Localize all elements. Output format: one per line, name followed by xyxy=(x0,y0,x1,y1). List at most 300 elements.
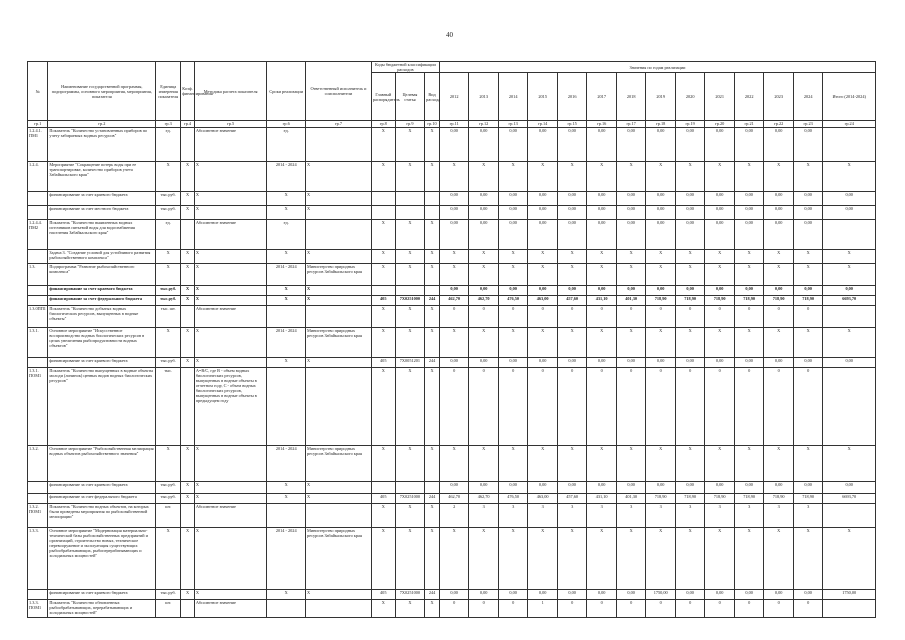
table-cell: X xyxy=(181,358,195,368)
table-cell: Министерство природных ресурсов Забайкальского края xyxy=(306,328,372,358)
table-cell: 718,90 xyxy=(793,494,823,504)
table-row xyxy=(28,206,876,220)
table-cell: X xyxy=(528,528,558,590)
table-cell: X xyxy=(734,264,764,286)
table-cell: 0 xyxy=(705,600,735,618)
table-cell: 0,00 xyxy=(705,206,735,220)
table-cell: 0,00 xyxy=(528,206,558,220)
header-years-group: Значения по годам реализации xyxy=(439,62,875,73)
table-cell: X xyxy=(267,358,306,368)
table-cell: 0 xyxy=(557,306,587,328)
table-cell: X xyxy=(587,162,617,192)
table-cell: X xyxy=(734,162,764,192)
table-cell: X xyxy=(498,250,528,264)
table-cell: X xyxy=(181,446,195,482)
table-cell: X xyxy=(498,162,528,192)
header-coef: Коэф. финансирования xyxy=(181,62,195,121)
table-cell: X xyxy=(646,264,676,286)
column-number: гр.6 xyxy=(267,121,306,128)
table-cell: X xyxy=(764,162,794,192)
table-cell: X xyxy=(371,446,395,482)
table-cell: X xyxy=(267,494,306,504)
table-cell: Абсолютное значение xyxy=(194,128,267,162)
table-cell: тыс.руб. xyxy=(156,206,181,220)
table-cell: финансирование за счет краевого бюджета xyxy=(48,192,156,206)
table-cell: 0,00 xyxy=(439,220,469,250)
column-number: гр.22 xyxy=(764,121,794,128)
table-cell: 0,00 xyxy=(705,220,735,250)
table-cell: 3 xyxy=(557,504,587,528)
table-cell: 718,90 xyxy=(764,296,794,306)
table-cell: X xyxy=(528,264,558,286)
table-cell: 0,00 xyxy=(557,128,587,162)
table-cell xyxy=(395,286,425,296)
table-cell: Абсолютное значение xyxy=(194,306,267,328)
table-cell: 0,00 xyxy=(734,286,764,296)
table-cell: X xyxy=(371,600,395,618)
table-cell: X xyxy=(194,358,267,368)
table-cell: X xyxy=(156,162,181,192)
table-cell: X xyxy=(371,504,395,528)
table-cell: 3 xyxy=(793,504,823,528)
table-cell: 244 xyxy=(425,590,440,600)
table-cell: Показатель "Количество добытых водных биологических ресурсов, выпущенных в водные объекты" xyxy=(48,306,156,328)
table-cell xyxy=(28,206,48,220)
table-row xyxy=(28,220,876,250)
table-cell xyxy=(823,600,876,618)
table-cell: 1.3.1. ПОМ1 xyxy=(28,368,48,446)
table-cell: 0,00 xyxy=(793,286,823,296)
table-header xyxy=(28,62,876,121)
column-number: гр.7 xyxy=(306,121,372,128)
table-cell: 2 xyxy=(439,504,469,528)
table-cell xyxy=(181,504,195,528)
table-cell: 0,00 xyxy=(764,482,794,494)
table-cell xyxy=(181,306,195,328)
table-cell: 1750,00 xyxy=(823,590,876,600)
table-cell: финансирование за счет краевого бюджета xyxy=(48,482,156,494)
table-cell: 0,00 xyxy=(528,286,558,296)
table-cell xyxy=(425,286,440,296)
table-cell xyxy=(425,482,440,494)
table-cell: X xyxy=(267,482,306,494)
table-cell: X xyxy=(557,264,587,286)
table-cell: 0,00 xyxy=(498,220,528,250)
header-year-3: 2015 xyxy=(528,73,558,121)
table-cell xyxy=(371,286,395,296)
table-body xyxy=(28,121,876,618)
table-cell: X xyxy=(498,264,528,286)
table-cell: 0,00 xyxy=(616,358,646,368)
table-row xyxy=(28,446,876,482)
table-cell: X xyxy=(823,162,876,192)
table-cell: X xyxy=(395,328,425,358)
table-cell xyxy=(28,286,48,296)
table-cell: 0,00 xyxy=(705,358,735,368)
table-cell: 0 xyxy=(764,368,794,446)
table-cell xyxy=(181,220,195,250)
table-cell: 0 xyxy=(646,600,676,618)
table-cell: Абсолютное значение xyxy=(194,220,267,250)
table-cell xyxy=(181,368,195,446)
table-cell: 0,00 xyxy=(793,358,823,368)
table-cell: 0,00 xyxy=(646,286,676,296)
column-number: гр.14 xyxy=(528,121,558,128)
table-cell: Подпрограмма "Развитие рыбохозяйственного комплекса" xyxy=(48,264,156,286)
table-cell: Показатель "Количество выпущенных в водные объекты молоди (личинок) ценных видов водных биологических ресурсов" xyxy=(48,368,156,446)
table-cell: X xyxy=(267,590,306,600)
header-year-6: 2018 xyxy=(616,73,646,121)
table-cell: X xyxy=(498,328,528,358)
table-cell: 0,00 xyxy=(823,192,876,206)
table-cell: 2014 - 2024 xyxy=(267,528,306,590)
table-cell: 0,00 xyxy=(764,358,794,368)
table-cell: X xyxy=(425,162,440,192)
table-cell: X xyxy=(823,264,876,286)
table-cell: 0 xyxy=(764,600,794,618)
table-cell: X xyxy=(557,328,587,358)
table-cell: 0,00 xyxy=(528,590,558,600)
table-cell: X xyxy=(395,528,425,590)
table-cell: 0,00 xyxy=(764,590,794,600)
table-cell: 0 xyxy=(469,306,499,328)
table-cell: Основное мероприятие "Рыбохозяйственная мелиорация водных объектов рыбохозяйственного значения" xyxy=(48,446,156,482)
table-cell: X xyxy=(181,296,195,306)
table-cell: 0,00 xyxy=(793,206,823,220)
table-cell xyxy=(306,128,372,162)
column-number: гр.24 xyxy=(823,121,876,128)
table-cell: 0,00 xyxy=(587,206,617,220)
header-period: Сроки реализации xyxy=(267,62,306,121)
header-responsible: Ответственный исполнитель и соисполнители xyxy=(306,62,372,121)
column-number: гр.12 xyxy=(469,121,499,128)
table-cell: 3 xyxy=(528,504,558,528)
table-cell: 0 xyxy=(439,368,469,446)
table-cell: X xyxy=(793,162,823,192)
header-year-9: 2021 xyxy=(705,73,735,121)
table-cell xyxy=(28,192,48,206)
table-cell: X xyxy=(793,250,823,264)
header-year-10: 2022 xyxy=(734,73,764,121)
table-cell: Основное мероприятие "Модернизация материально-технической базы рыбохозяйственных предприятий и организаций, строительство новых, техническое перевооружение и эксплуатация существующих рыбообрабатывающих, рыбоперерабатывающих и холодильных мощностей" xyxy=(48,528,156,590)
column-number: гр.3 xyxy=(156,121,181,128)
table-cell: 0 xyxy=(498,306,528,328)
table-cell: 3 xyxy=(616,504,646,528)
table-cell: 0,00 xyxy=(498,206,528,220)
table-cell: 0 xyxy=(498,600,528,618)
table-cell: X xyxy=(194,494,267,504)
table-cell: 0 xyxy=(557,600,587,618)
table-cell: 0 xyxy=(793,368,823,446)
table-cell: 0,00 xyxy=(793,192,823,206)
table-cell: X xyxy=(267,206,306,220)
column-number: гр.4 xyxy=(181,121,195,128)
column-number: гр.17 xyxy=(616,121,646,128)
table-cell: 0,00 xyxy=(646,192,676,206)
table-cell: 0,00 xyxy=(764,220,794,250)
table-cell: 0,00 xyxy=(646,220,676,250)
table-cell: X xyxy=(395,306,425,328)
table-cell: X xyxy=(587,250,617,264)
table-cell: X xyxy=(439,528,469,590)
table-cell: 0,00 xyxy=(675,220,705,250)
table-cell: 0 xyxy=(469,600,499,618)
table-cell: X xyxy=(705,446,735,482)
table-cell: 0,00 xyxy=(734,206,764,220)
table-cell: X xyxy=(823,446,876,482)
table-cell: 476,50 xyxy=(498,296,528,306)
table-cell: X xyxy=(557,528,587,590)
table-cell: X xyxy=(675,328,705,358)
table-cell: 405 xyxy=(371,494,395,504)
table-cell: X xyxy=(439,446,469,482)
table-cell: 463,00 xyxy=(528,296,558,306)
table-cell: 0,00 xyxy=(734,192,764,206)
table-cell: 0,00 xyxy=(587,482,617,494)
table-cell: 7X0051201 xyxy=(395,358,425,368)
table-cell: 0,00 xyxy=(675,192,705,206)
table-cell: 405 xyxy=(371,296,395,306)
table-cell: X xyxy=(793,446,823,482)
table-cell: X xyxy=(425,328,440,358)
table-row xyxy=(28,250,876,264)
table-cell: X xyxy=(156,528,181,590)
table-cell xyxy=(306,600,372,618)
table-cell: X xyxy=(675,250,705,264)
table-cell: 0,00 xyxy=(675,358,705,368)
table-cell: X xyxy=(469,446,499,482)
table-cell: X xyxy=(181,192,195,206)
table-cell: 1750,00 xyxy=(646,590,676,600)
table-cell: 0 xyxy=(675,368,705,446)
table-cell: X xyxy=(395,600,425,618)
column-number: гр.20 xyxy=(705,121,735,128)
table-cell: X xyxy=(306,482,372,494)
table-cell: 1.2.4.1. ПМ1 xyxy=(28,128,48,162)
header-year-4: 2016 xyxy=(557,73,587,121)
table-cell: 0,00 xyxy=(734,482,764,494)
table-cell: X xyxy=(646,328,676,358)
table-cell: X xyxy=(194,162,267,192)
table-cell xyxy=(823,306,876,328)
table-cell: 0,00 xyxy=(646,482,676,494)
table-cell: Показатель "Количество водных объектов, на которых были проведены мероприятия по рыбохозяйственной мелиорации" xyxy=(48,504,156,528)
table-cell: X xyxy=(194,590,267,600)
table-cell xyxy=(306,504,372,528)
table-cell: X xyxy=(425,504,440,528)
table-cell: X xyxy=(194,192,267,206)
table-cell: 244 xyxy=(425,494,440,504)
table-cell: шт. xyxy=(156,504,181,528)
table-cell: 0,00 xyxy=(734,358,764,368)
table-cell: 2014 - 2024 xyxy=(267,446,306,482)
table-cell: X xyxy=(764,250,794,264)
table-cell xyxy=(28,296,48,306)
table-cell: 0,00 xyxy=(616,482,646,494)
table-cell: 0,00 xyxy=(557,482,587,494)
table-cell: X xyxy=(194,286,267,296)
table-cell: 2014 - 2024 xyxy=(267,328,306,358)
table-cell: 0,00 xyxy=(528,220,558,250)
page-number: 40 xyxy=(446,31,453,39)
table-cell: 0,00 xyxy=(469,286,499,296)
header-year-7: 2019 xyxy=(646,73,676,121)
table-cell: 0 xyxy=(705,368,735,446)
table-cell xyxy=(28,358,48,368)
table-cell xyxy=(395,192,425,206)
table-cell: 718,90 xyxy=(705,494,735,504)
table-cell: 0,00 xyxy=(616,128,646,162)
program-table xyxy=(27,61,876,618)
table-cell: 0,00 xyxy=(793,482,823,494)
table-cell: A=B/C, где B - объем водных биологических ресурсов, выпущенных в водные объекты в отчетном году, C - объем водных биологических ресурсов, выпущенных в водные объекты в предыдущем году xyxy=(194,368,267,446)
table-cell: 1 xyxy=(528,600,558,618)
table-cell: X xyxy=(705,162,735,192)
table-cell: 0 xyxy=(734,306,764,328)
column-number: гр.10 xyxy=(425,121,440,128)
table-cell: 0 xyxy=(498,368,528,446)
table-cell xyxy=(823,128,876,162)
header-method: Методика расчета показателя xyxy=(194,62,267,121)
table-cell: 0,00 xyxy=(823,358,876,368)
table-cell xyxy=(425,206,440,220)
table-cell: X xyxy=(425,306,440,328)
table-cell: 718,90 xyxy=(646,494,676,504)
table-cell xyxy=(28,590,48,600)
column-number: гр.11 xyxy=(439,121,469,128)
table-cell: 0,00 xyxy=(675,128,705,162)
table-cell: 0 xyxy=(528,306,558,328)
table-cell: 718,90 xyxy=(734,494,764,504)
table-cell: 0,00 xyxy=(528,192,558,206)
header-year-2: 2014 xyxy=(498,73,528,121)
table-cell: финансирование за счет местного бюджета xyxy=(48,206,156,220)
table-cell: 0 xyxy=(557,368,587,446)
table-cell: X xyxy=(395,220,425,250)
table-cell: 718,90 xyxy=(764,494,794,504)
table-cell: X xyxy=(156,446,181,482)
table-cell: 0,00 xyxy=(469,192,499,206)
table-cell: X xyxy=(557,250,587,264)
table-cell: X xyxy=(793,264,823,286)
table-cell: X xyxy=(306,296,372,306)
table-cell: X xyxy=(557,446,587,482)
table-cell: финансирование за счет краевого бюджета xyxy=(48,590,156,600)
table-cell: X xyxy=(371,306,395,328)
table-cell: X xyxy=(587,328,617,358)
table-cell: X xyxy=(181,206,195,220)
column-number: гр.8 xyxy=(371,121,395,128)
table-cell: 0 xyxy=(439,600,469,618)
table-cell: X xyxy=(425,128,440,162)
header-year-5: 2017 xyxy=(587,73,617,121)
table-cell: X xyxy=(793,528,823,590)
table-cell: 462,70 xyxy=(469,494,499,504)
table-cell: 401,30 xyxy=(616,296,646,306)
table-cell: X xyxy=(395,504,425,528)
table-cell: 718,90 xyxy=(646,296,676,306)
table-cell xyxy=(181,600,195,618)
table-cell: X xyxy=(371,528,395,590)
table-cell: Задача 3. "Создание условий для устойчивого развития рыбохозяйственного комплекса" xyxy=(48,250,156,264)
table-cell: 0,00 xyxy=(557,220,587,250)
table-cell: X xyxy=(616,328,646,358)
table-cell: X xyxy=(181,286,195,296)
table-cell: Абсолютное значение xyxy=(194,504,267,528)
table-cell: X xyxy=(267,250,306,264)
column-number: гр.16 xyxy=(587,121,617,128)
column-number: гр.5 xyxy=(194,121,267,128)
table-cell: X xyxy=(646,528,676,590)
table-cell: 0,00 xyxy=(528,482,558,494)
table-cell: 7X0251000 xyxy=(395,494,425,504)
column-number: гр.23 xyxy=(793,121,823,128)
header-kbk-group: Коды бюджетной классификации расходов xyxy=(371,62,439,73)
table-cell: X xyxy=(469,328,499,358)
table-cell: X xyxy=(425,368,440,446)
table-cell: 0,00 xyxy=(646,358,676,368)
table-cell: X xyxy=(498,528,528,590)
table-cell xyxy=(28,494,48,504)
table-cell: X xyxy=(587,528,617,590)
table-cell: 0,00 xyxy=(557,358,587,368)
table-cell xyxy=(371,482,395,494)
table-cell xyxy=(267,600,306,618)
table-cell: 0,00 xyxy=(439,128,469,162)
table-cell: тыс.руб. xyxy=(156,296,181,306)
table-cell: 0,00 xyxy=(616,206,646,220)
table-cell: 718,90 xyxy=(705,296,735,306)
table-cell: X xyxy=(306,206,372,220)
table-cell: Министерство природных ресурсов Забайкальского края xyxy=(306,528,372,590)
table-cell: 718,90 xyxy=(675,494,705,504)
table-cell: X xyxy=(267,296,306,306)
table-cell: X xyxy=(764,528,794,590)
table-cell: X xyxy=(194,264,267,286)
table-cell: 0 xyxy=(734,368,764,446)
table-cell: 0 xyxy=(587,368,617,446)
table-row xyxy=(28,328,876,358)
table-cell: 0,00 xyxy=(587,286,617,296)
table-cell: X xyxy=(823,528,876,590)
table-row xyxy=(28,162,876,192)
table-cell: X xyxy=(646,446,676,482)
table-cell: 3 xyxy=(734,504,764,528)
table-cell xyxy=(267,504,306,528)
header-year-1: 2013 xyxy=(469,73,499,121)
table-cell: X xyxy=(194,528,267,590)
table-cell: 0 xyxy=(616,306,646,328)
table-cell xyxy=(28,250,48,264)
table-cell: X xyxy=(793,328,823,358)
table-cell: X xyxy=(469,264,499,286)
table-cell: X xyxy=(528,162,558,192)
table-cell: X xyxy=(616,528,646,590)
table-cell: 0,00 xyxy=(675,286,705,296)
table-cell: 0,00 xyxy=(498,286,528,296)
column-number: гр.13 xyxy=(498,121,528,128)
table-cell: 0,00 xyxy=(793,220,823,250)
table-cell: X xyxy=(395,446,425,482)
table-cell: 0,00 xyxy=(793,128,823,162)
table-cell: X xyxy=(425,264,440,286)
table-cell: финансирование за счет краевого бюджета xyxy=(48,358,156,368)
table-cell xyxy=(823,504,876,528)
table-cell: 3 xyxy=(587,504,617,528)
table-row xyxy=(28,192,876,206)
table-cell: X xyxy=(646,162,676,192)
table-cell: 7X0251000 xyxy=(395,590,425,600)
